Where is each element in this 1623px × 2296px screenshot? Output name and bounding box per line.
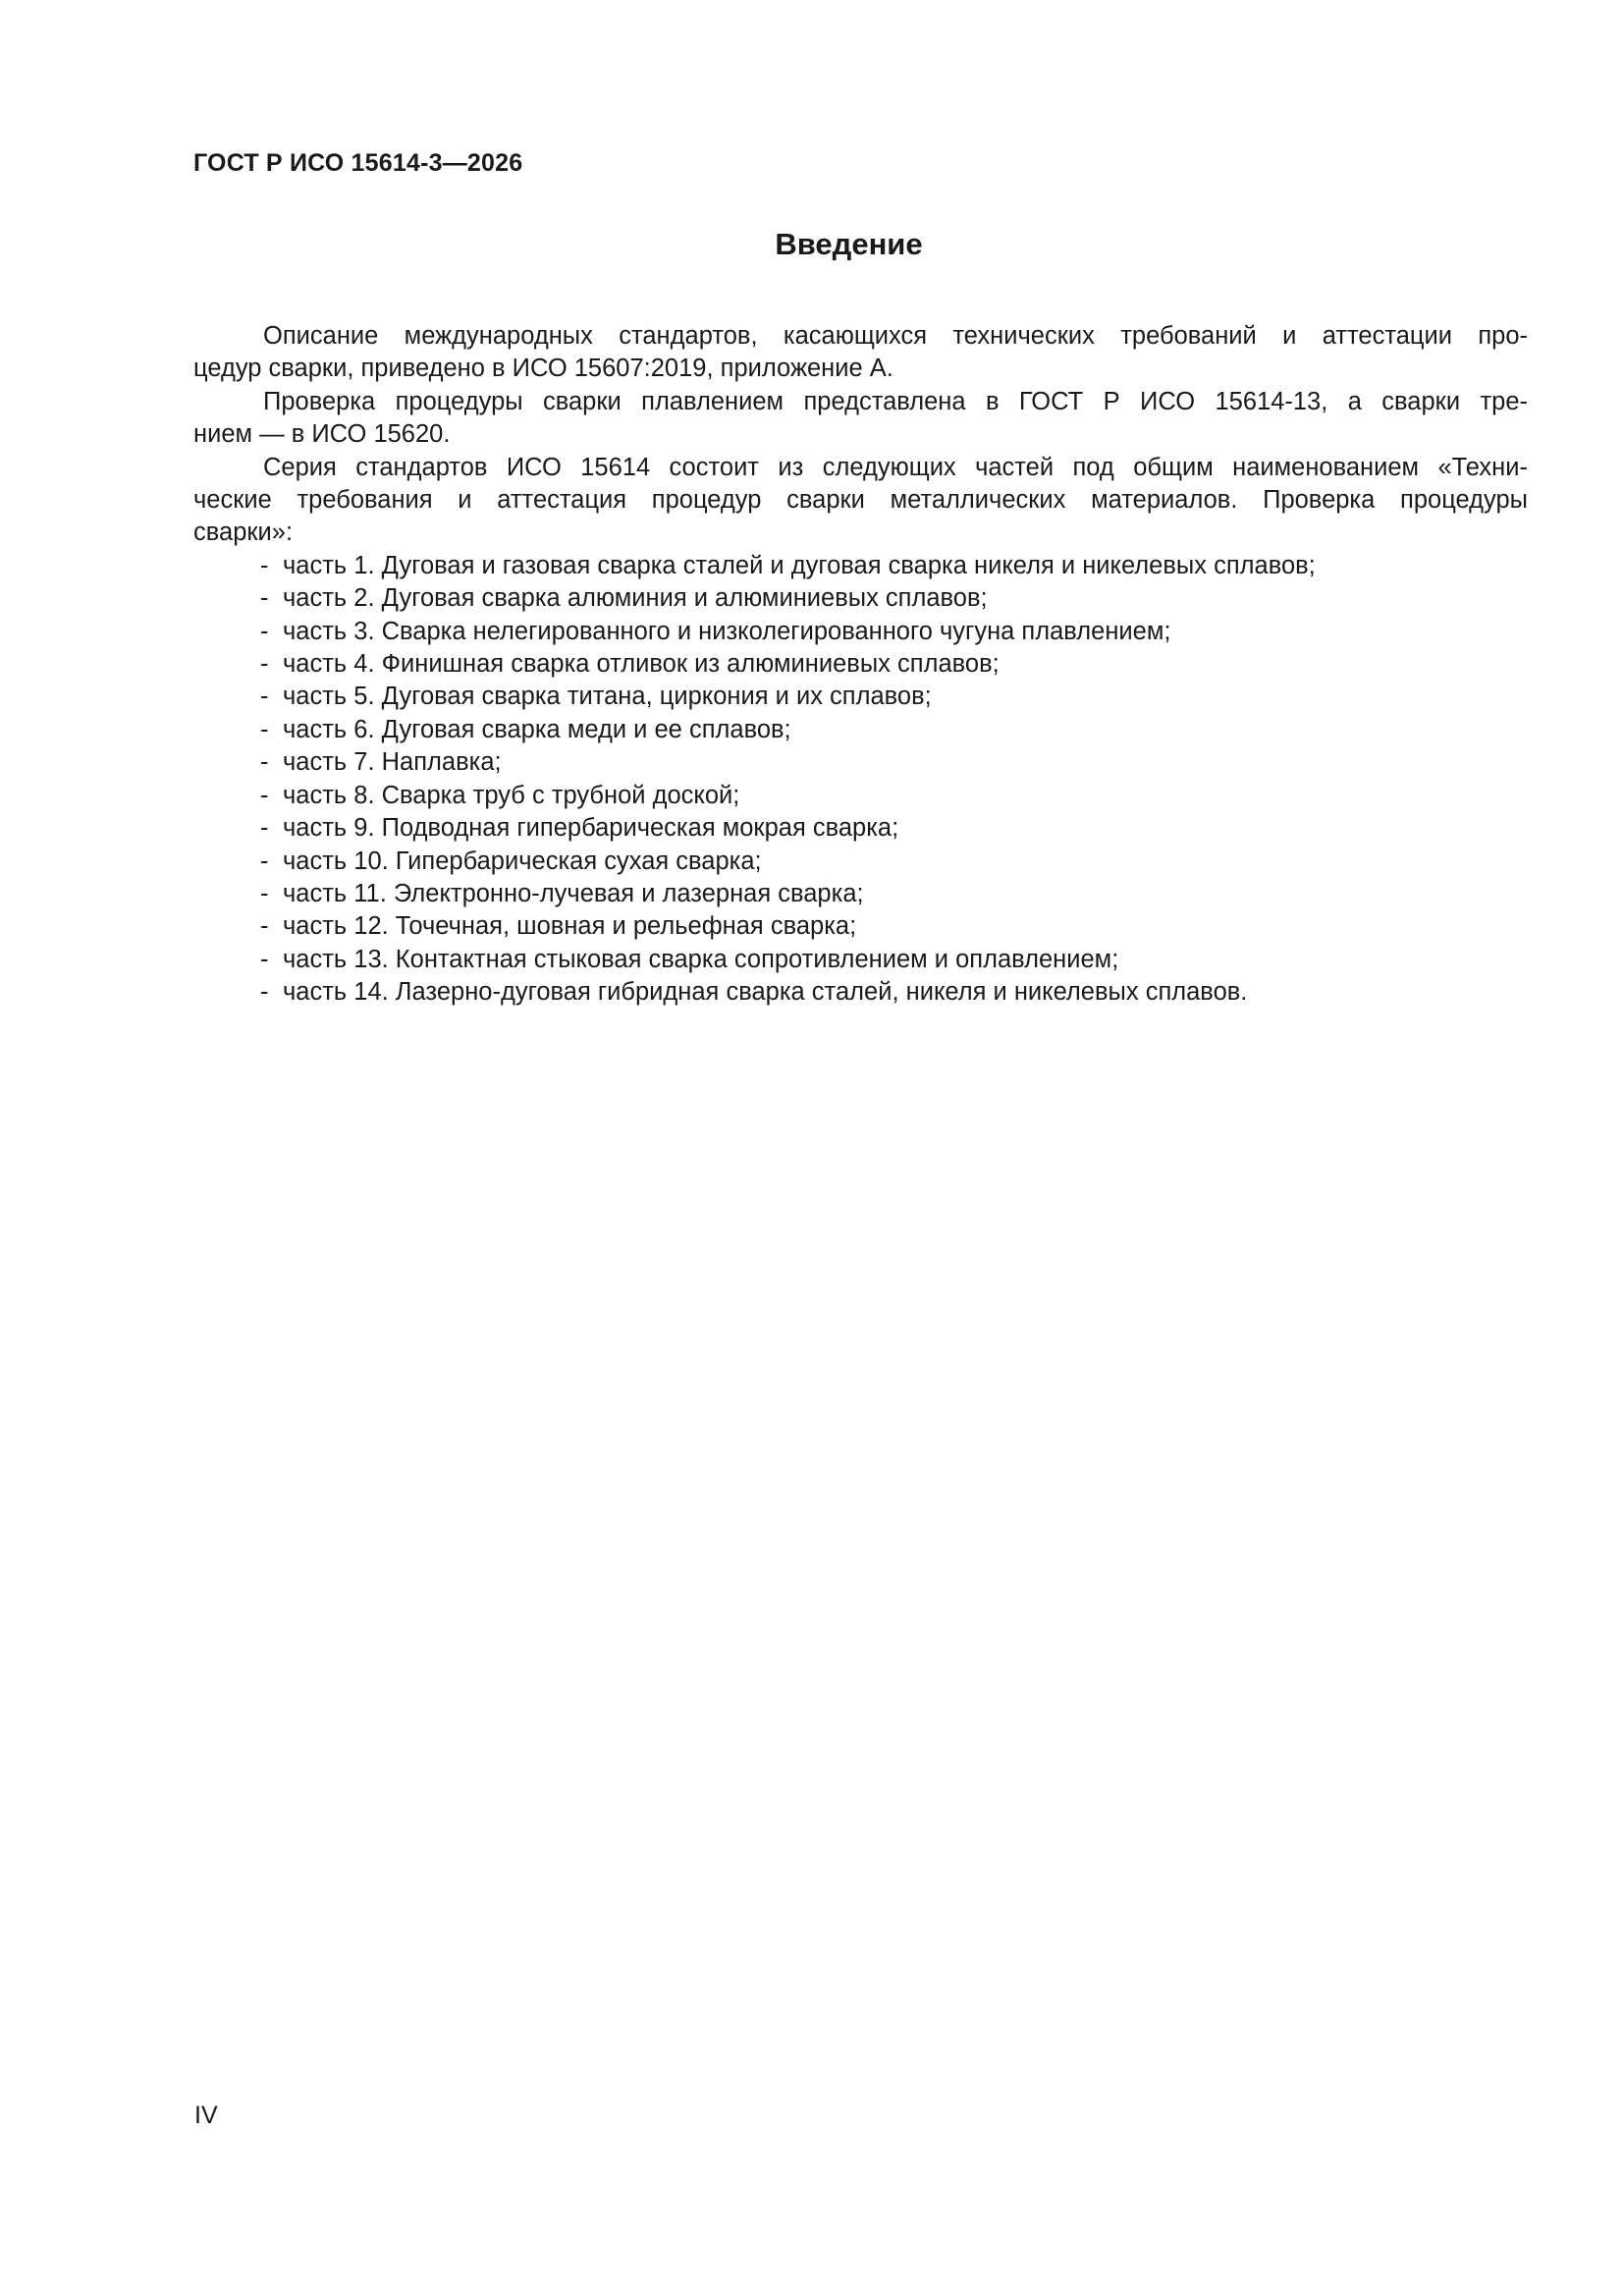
list-item (260, 550, 1528, 582)
list-dash: - (260, 814, 269, 843)
list-dash: - (260, 945, 269, 973)
paragraph-series (193, 452, 1528, 550)
paragraph-line: цедур сварки, приведено в ИСО 15607:2019, приложение А. (193, 355, 893, 383)
list-item (260, 976, 1528, 1009)
list-dash: - (260, 748, 269, 777)
list-dash: - (260, 584, 269, 613)
paragraph-line: сварки»: (193, 519, 294, 547)
list-dash: - (260, 683, 269, 711)
paragraph-line: нием — в ИСО 15620. (193, 420, 451, 449)
section-title: Введение (775, 227, 923, 261)
list-item (260, 648, 1528, 681)
list-item (260, 616, 1528, 648)
list-item-text: часть 8. Сварка труб с трубной доской; (283, 781, 740, 809)
paragraph-line: Серия стандартов ИСО 15614 состоит из следующих частей под общим наименованием «Техни- (263, 453, 1528, 481)
list-item-text: часть 2. Дуговая сварка алюминия и алюминиевых сплавов; (283, 584, 988, 613)
list-item-text: часть 10. Гипербарическая сухая сварка; (283, 847, 762, 875)
list-item (260, 910, 1528, 943)
list-dash: - (260, 912, 269, 941)
list-item (260, 746, 1528, 779)
paragraph-intro (193, 320, 1528, 386)
list-item-text: часть 14. Лазерно-дуговая гибридная сварка сталей, никеля и никелевых сплавов. (283, 978, 1248, 1007)
paragraph-line: Описание международных стандартов, касающихся технических требований и аттестации про- (263, 322, 1528, 350)
list-item-text: часть 3. Сварка нелегированного и низколегированного чугуна плавлением; (283, 617, 1171, 645)
list-item-text: часть 7. Наплавка; (283, 748, 502, 777)
list-item-text: часть 1. Дуговая и газовая сварка сталей и дуговая сварка никеля и никелевых сплавов; (283, 551, 1316, 579)
document-code: ГОСТ Р ИСО 15614-3—2026 (193, 149, 523, 177)
paragraph-line: ческие требования и аттестация процедур сварки металлических материалов. Проверка процедуры (193, 486, 1528, 515)
list-item-text: часть 9. Подводная гипербарическая мокрая сварка; (283, 814, 899, 843)
list-item-text: часть 13. Контактная стыковая сварка сопротивлением и оплавлением; (283, 945, 1119, 973)
list-item-text: часть 12. Точечная, шовная и рельефная сварка; (283, 912, 857, 941)
list-item (260, 812, 1528, 845)
list-item (260, 878, 1528, 910)
list-dash: - (260, 551, 269, 579)
list-item (260, 846, 1528, 878)
document-body (193, 320, 1528, 1010)
list-item-text: часть 6. Дуговая сварка меди и ее сплавов; (283, 715, 791, 743)
list-item-text: часть 4. Финишная сварка отливок из алюминиевых сплавов; (283, 650, 1000, 679)
list-item (260, 780, 1528, 812)
parts-list (193, 550, 1528, 1010)
list-dash: - (260, 879, 269, 907)
list-dash: - (260, 650, 269, 679)
page-number: IV (194, 2102, 218, 2129)
list-dash: - (260, 715, 269, 743)
paragraph-line: Проверка процедуры сварки плавлением представлена в ГОСТ Р ИСО 15614-13, а сварки тре- (263, 387, 1528, 415)
list-dash: - (260, 781, 269, 809)
list-item (260, 681, 1528, 713)
list-item-text: часть 5. Дуговая сварка титана, циркония и их сплавов; (283, 683, 932, 711)
list-item (260, 714, 1528, 746)
list-item (260, 944, 1528, 976)
list-dash: - (260, 847, 269, 875)
list-item-text: часть 11. Электронно-лучевая и лазерная сварка; (283, 879, 864, 907)
list-dash: - (260, 978, 269, 1007)
paragraph-verification (193, 386, 1528, 452)
list-item (260, 582, 1528, 615)
list-dash: - (260, 617, 269, 645)
